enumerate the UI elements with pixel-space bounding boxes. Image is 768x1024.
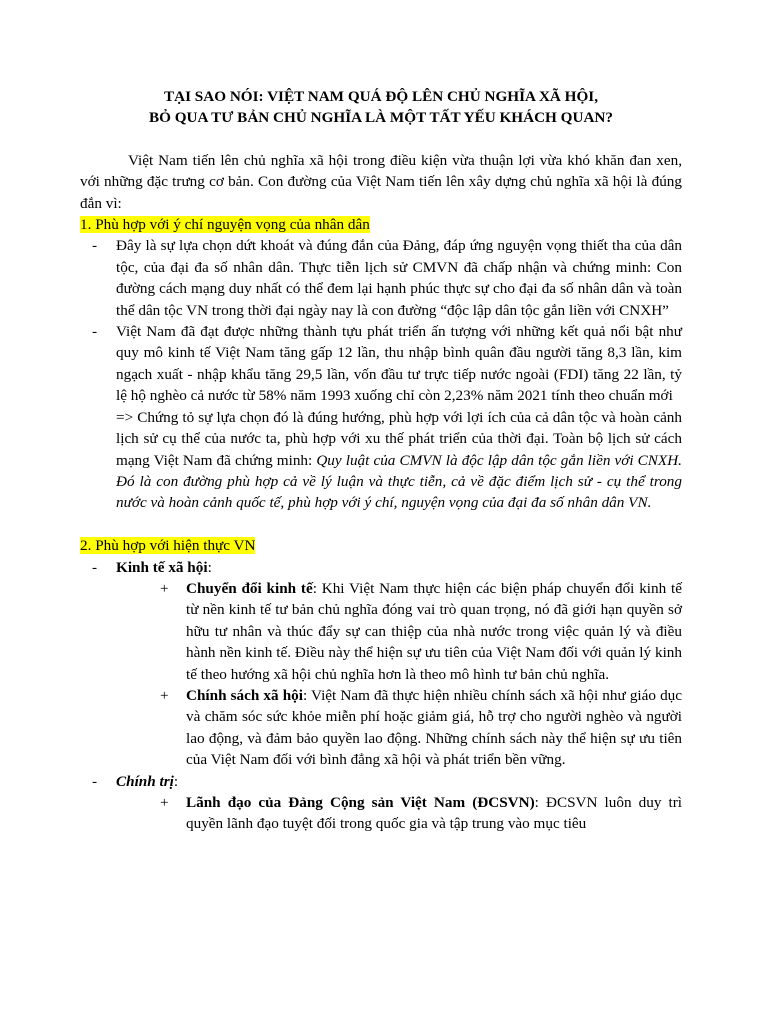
list-item-label: Lãnh đạo của Đảng Cộng sản Việt Nam (ĐCSVN) [186, 793, 535, 811]
list-item-label: Chính sách xã hội [186, 686, 303, 704]
dash-marker: - [92, 772, 98, 790]
dash-marker: - [92, 558, 98, 576]
list-item-text: : Việt Nam đã thực hiện nhiều chính sách xã hội như giáo dục và chăm sóc sức khỏe miễn phí hoặc giảm giá, hỗ trợ cho người nghèo và người lao động, và đảm bảo quyền lao động. Những chính sách này thể hiện sự ưu tiên của Việt Nam đối với bình đẳng xã hội và phát triển bền vững. [186, 686, 682, 769]
dash-marker: - [92, 323, 98, 341]
plus-marker: + [160, 793, 169, 811]
list-item [80, 771, 682, 792]
section-2-heading [80, 535, 682, 556]
conclusion-italic-text: Quy luật của CMVN là độc lập dân tộc gắn liền với CNXH. Đó là con đường phù hợp cả về lý luận và thực tiễn, cả về đặc điểm lịch sử - cụ thể trong nước và hoàn cảnh quốc tế, phù hợp với ý chí, nguyện vọng của đại đa số nhân dân VN. [116, 451, 682, 512]
list-item-text: : Khi Việt Nam thực hiện các biện pháp chuyển đổi kinh tế từ nền kinh tế tư bản chủ nghĩa đóng vai trò quan trọng, nó đã giới hạn quyền sở hữu tư nhân và thúc đẩy sự can thiệp của nhà nước trong việc quản lý và điều hành nền kinh tế. Điều này thể hiện sự ưu tiên của Việt Nam đối với quản lý kinh tế theo hướng xã hội chủ nghĩa hơn là theo mô hình tư bản chủ nghĩa. [186, 579, 682, 683]
plus-marker: + [160, 579, 169, 597]
list-item-text: Đây là sự lựa chọn dứt khoát và đúng đắn của Đảng, đáp ứng nguyện vọng thiết tha của dân tộc, của đại đa số nhân dân. Thực tiễn lịch sử CMVN đã chấp nhận và chứng minh: Con đường cách mạng duy nhất có thể đem lại hạnh phúc thực sự cho đại đa số nhân dân và toàn thể dân tộc VN trong thời đại ngày nay là con đường “độc lập dân tộc gắn liền với CNXH” [116, 237, 682, 319]
document-title [80, 86, 682, 129]
section-2-heading-text: 2. Phù hợp với hiện thực VN [80, 537, 256, 555]
section-1-heading [80, 214, 682, 235]
title-line-1: TẠI SAO NÓI: VIỆT NAM QUÁ ĐỘ LÊN CHỦ NGHĨA XÃ HỘI, [163, 88, 599, 105]
subheading-politics: Chính trị [116, 772, 174, 790]
intro-paragraph: Việt Nam tiến lên chủ nghĩa xã hội trong điều kiện vừa thuận lợi vừa khó khăn đan xen, với những đặc trưng cơ bản. Con đường của Việt Nam tiến lên xây dựng chủ nghĩa xã hội là đúng đắn vì: [80, 151, 682, 212]
list-item-text: : ĐCSVN luôn duy trì quyền lãnh đạo tuyệt đối trong quốc gia và tập trung vào mục tiêu [186, 793, 682, 833]
title-line-2: BỎ QUA TƯ BẢN CHỦ NGHĨA LÀ MỘT TẤT YẾU KHÁCH QUAN? [149, 109, 613, 127]
list-item [80, 578, 682, 685]
list-item [80, 321, 682, 407]
section-1 [80, 214, 682, 514]
plus-marker: + [160, 686, 169, 704]
list-item-text: Việt Nam đã đạt được những thành tựu phát triển ấn tượng với những kết quả nổi bật như quy mô kinh tế Việt Nam tăng gấp 12 lần, thu nhập bình quân đầu người tăng 8,3 lần, kim ngạch xuất - nhập khẩu tăng 29,5 lần, vốn đầu tư trực tiếp nước ngoài (FDI) tăng 22 lần, tỷ lệ hộ nghèo cả nước từ 58% năm 1993 xuống chỉ còn 2,23% năm 2021 tính theo chuẩn mới [116, 323, 682, 405]
section-1-heading-text: 1. Phù hợp với ý chí nguyện vọng của nhân dân [80, 216, 370, 234]
paragraph-spacer [80, 514, 682, 535]
dash-marker: - [92, 237, 98, 255]
section-2 [80, 535, 682, 835]
subheading-economy: Kinh tế xã hội [116, 558, 208, 576]
section-1-conclusion [80, 407, 682, 514]
list-item [80, 557, 682, 578]
list-item [80, 792, 682, 835]
list-item-label: Chuyển đổi kinh tế [186, 579, 313, 597]
subheading-suffix: : [207, 558, 212, 576]
subheading-suffix: : [173, 772, 179, 790]
conclusion-text: => Chứng tỏ sự lựa chọn đó là đúng hướng, phù hợp với lợi ích của cả dân tộc và hoàn cảnh lịch sử cụ thể của nước ta, phù hợp với xu thế phát triển của thời đại. Toàn bộ lịch sử cách mạng Việt Nam đã chứng minh: [116, 408, 682, 469]
list-item [80, 235, 682, 321]
list-item [80, 685, 682, 771]
